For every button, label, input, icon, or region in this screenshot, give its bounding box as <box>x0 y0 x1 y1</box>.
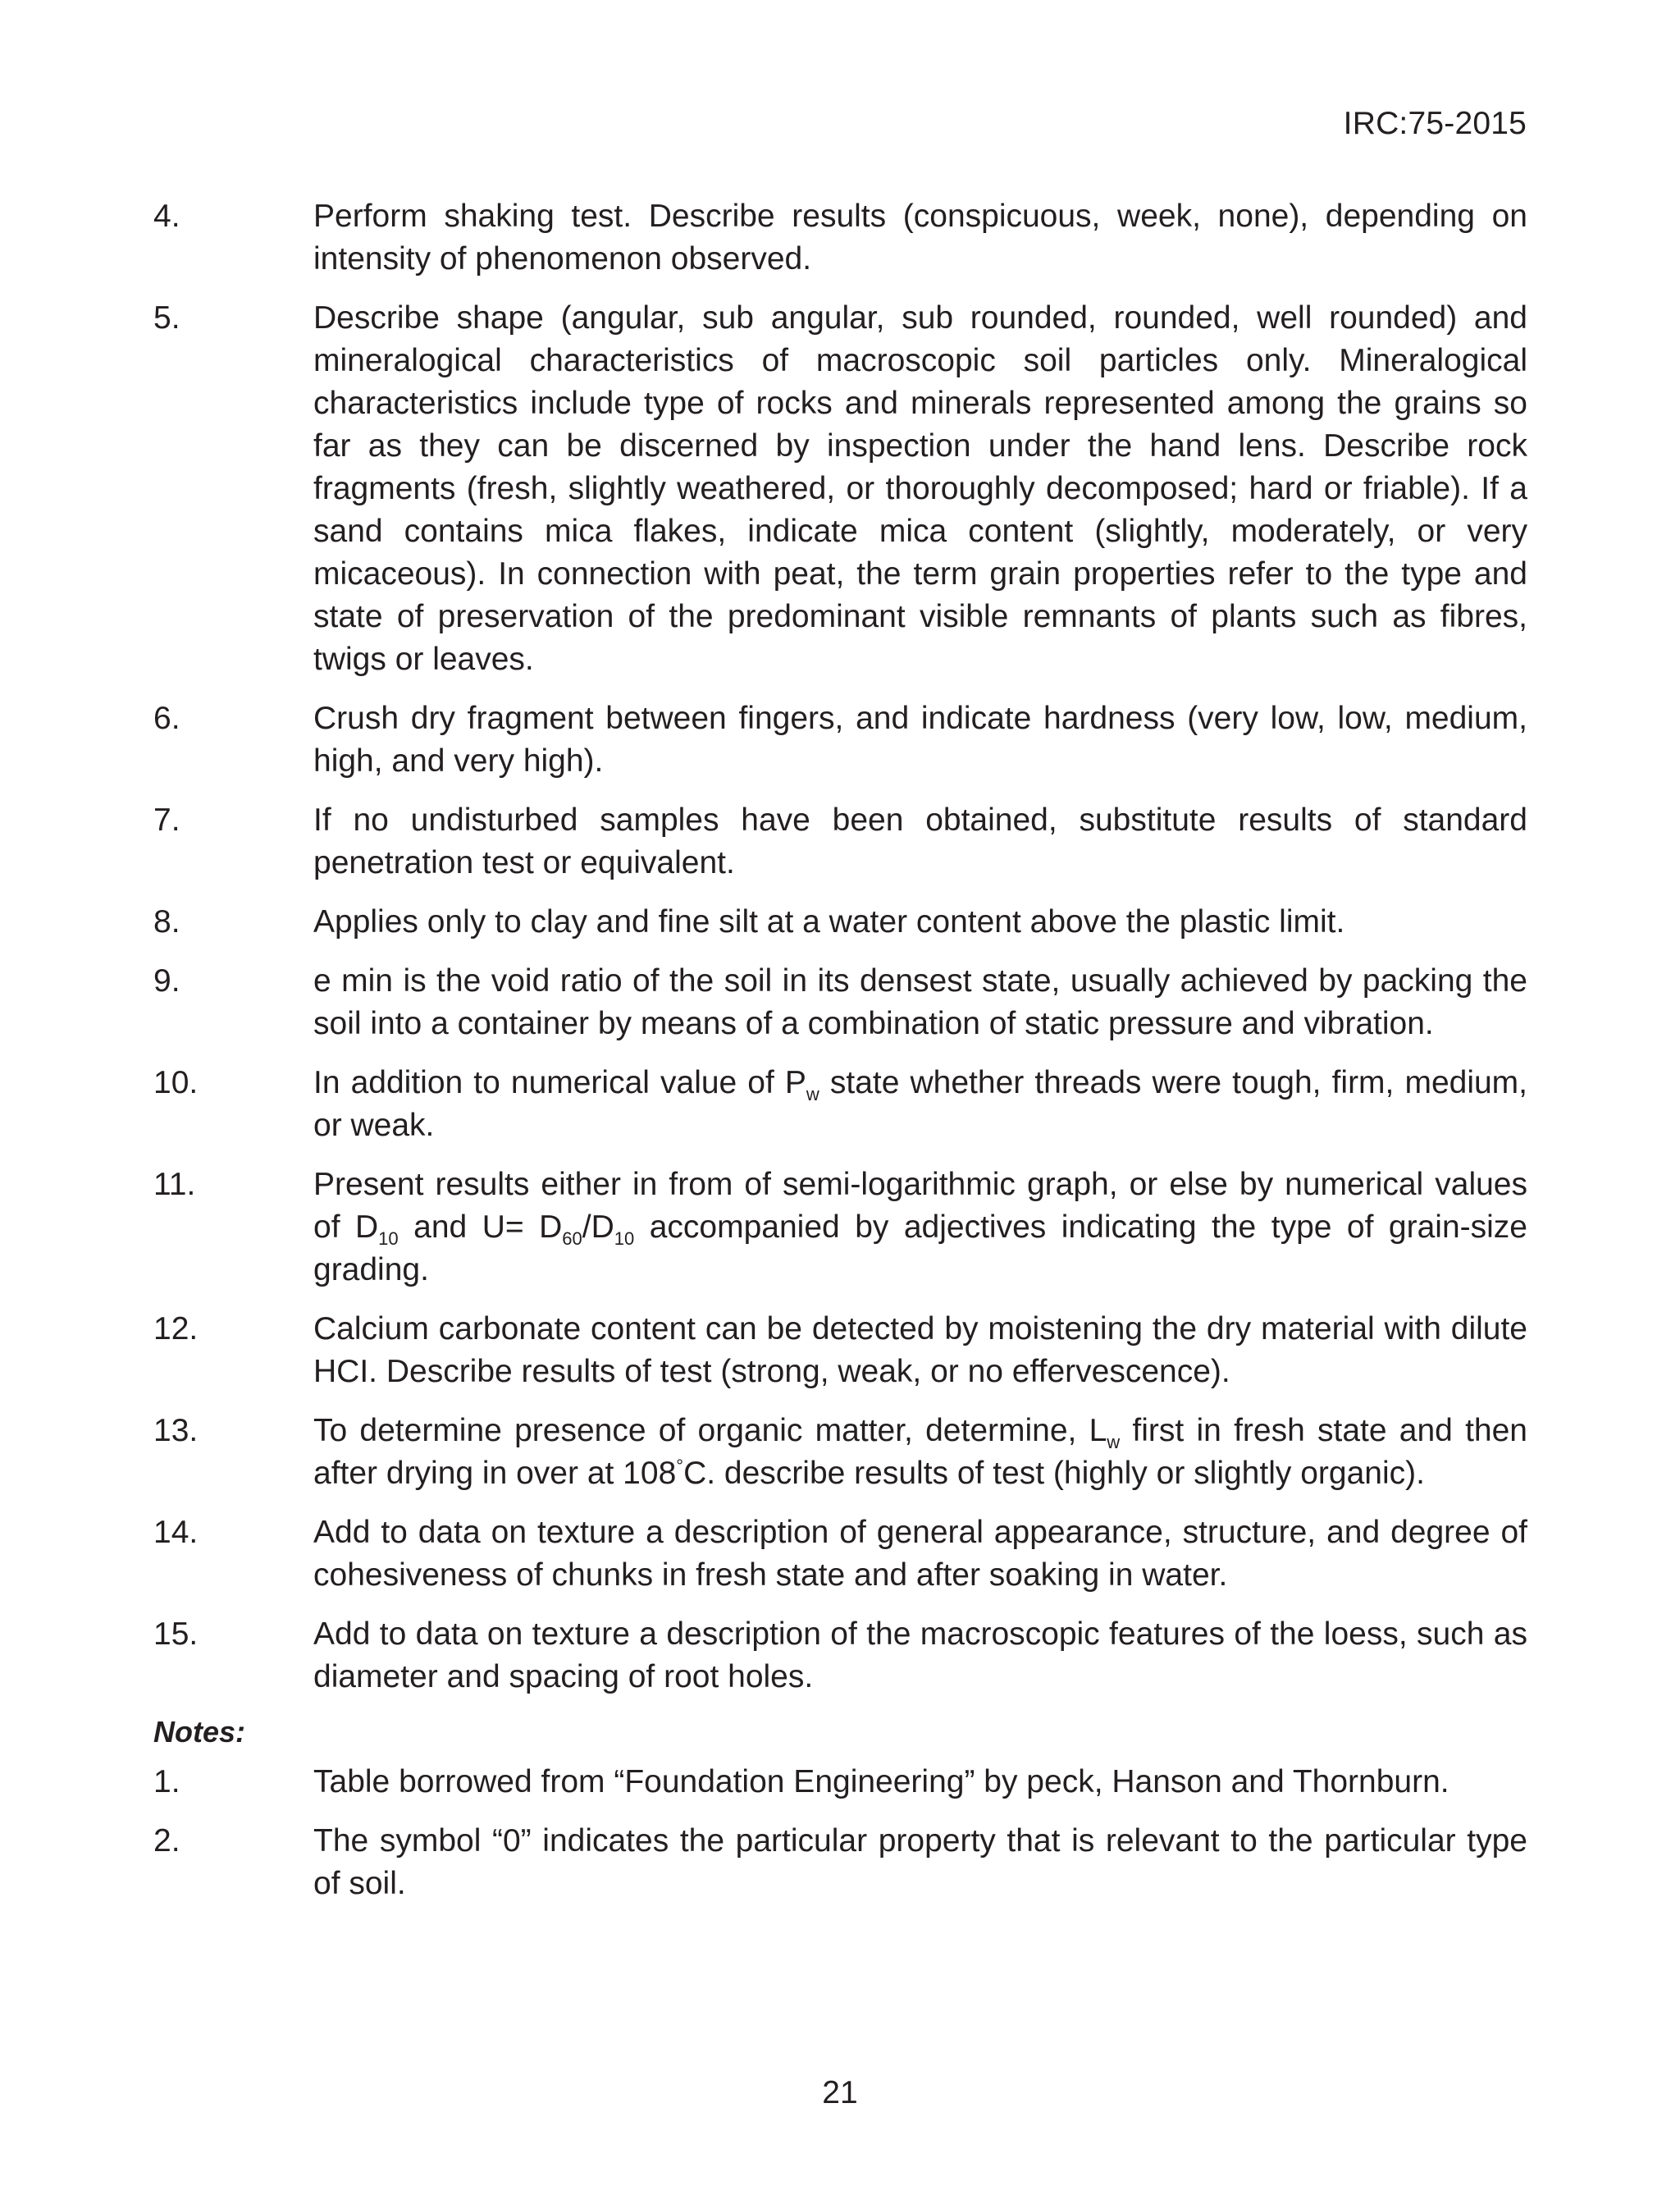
subscript: 10 <box>614 1228 635 1249</box>
text-segment: C. describe results of test (highly or slightly organic). <box>683 1456 1425 1491</box>
footnote-item-10 <box>153 1062 1527 1147</box>
footnote-number: 10. <box>153 1065 199 1100</box>
footnote-number: 6. <box>153 701 180 736</box>
footnote-item-13 <box>153 1410 1527 1495</box>
footnote-item-9 <box>153 960 1527 1045</box>
note-text: The symbol “0” indicates the particular property that is relevant to the particular type of soil. <box>313 1823 1527 1901</box>
footnote-number: 13. <box>153 1413 199 1448</box>
footnote-item-12 <box>153 1308 1527 1393</box>
footnote-number: 9. <box>153 963 180 999</box>
footnote-text: Add to data on texture a description of the macroscopic features of the loess, such as diameter and spacing of root holes. <box>313 1616 1527 1694</box>
footnote-item-14 <box>153 1511 1527 1597</box>
footnote-text: Describe shape (angular, sub angular, sub rounded, rounded, well rounded) and mineralogical characteristics of macroscopic soil particles only. Mineralogical characteristics include type of rocks and minerals represented among the grains so far as they can be discerned by inspection under the hand lens. Describe rock fragments (fresh, slightly weathered, or thoroughly decomposed; hard or friable). If a sand contains mica flakes, indicate mica content (slightly, moderately, or very micaceous). In connection with peat, the term grain properties refer to the type and state of preservation of the predominant visible remnants of plants such as fibres, twigs or leaves. <box>313 300 1527 677</box>
footnote-number: 11. <box>153 1167 196 1202</box>
page-content <box>153 195 1527 1922</box>
text-segment: accompanied by adjectives indicating the type of grain-size grading. <box>313 1209 1527 1287</box>
footnote-text: Add to data on texture a description of general appearance, structure, and degree of cohesiveness of chunks in fresh state and after soaking in water. <box>313 1515 1527 1593</box>
note-number: 1. <box>153 1764 180 1799</box>
subscript: 60 <box>562 1228 582 1249</box>
subscript: 10 <box>378 1228 399 1249</box>
footnote-number: 4. <box>153 199 180 234</box>
text-segment: first in fresh state and then after drying in over at 108 <box>313 1413 1528 1491</box>
document-code-header: IRC:75-2015 <box>1343 106 1527 141</box>
footnote-number: 7. <box>153 802 180 838</box>
page-number: 21 <box>822 2075 858 2110</box>
footnote-number: 12. <box>153 1311 199 1346</box>
text-segment: and U= D <box>398 1209 563 1245</box>
note-number: 2. <box>153 1823 180 1859</box>
superscript: ° <box>676 1456 684 1476</box>
footnote-text: Perform shaking test. Describe results (conspicuous, week, none), depending on intensity of phenomenon observed. <box>313 199 1527 277</box>
subscript: w <box>806 1084 819 1104</box>
footnote-text <box>313 1062 1527 1147</box>
text-segment: state whether threads were tough, firm, medium, or weak. <box>313 1065 1527 1143</box>
footnote-item-5 <box>153 297 1527 681</box>
notes-heading: Notes: <box>153 1715 246 1749</box>
footnote-text: Crush dry fragment between fingers, and indicate hardness (very low, low, medium, high, and very high). <box>313 701 1527 779</box>
note-item-1 <box>153 1761 1527 1804</box>
footnote-text: Applies only to clay and fine silt at a water content above the plastic limit. <box>313 904 1345 940</box>
footnote-item-6 <box>153 697 1527 783</box>
footnote-item-15 <box>153 1613 1527 1699</box>
footnote-item-7 <box>153 799 1527 885</box>
text-segment: To determine presence of organic matter, determine, L <box>313 1413 1107 1448</box>
footnote-text <box>313 1410 1527 1495</box>
subscript: w <box>1107 1432 1121 1452</box>
note-item-2 <box>153 1820 1527 1905</box>
footnote-item-11 <box>153 1164 1527 1292</box>
footnote-text <box>313 1164 1527 1292</box>
footnote-text: Calcium carbonate content can be detected by moistening the dry material with dilute HCI. Describe results of test (strong, weak, or no effervescence). <box>313 1311 1527 1389</box>
footnote-number: 15. <box>153 1616 199 1652</box>
footnote-item-4 <box>153 195 1527 281</box>
footnote-number: 8. <box>153 904 180 940</box>
footnote-number: 14. <box>153 1515 199 1550</box>
text-segment: In addition to numerical value of P <box>313 1065 806 1100</box>
text-segment: Present results either in from of semi-logarithmic graph, or else by numerical values of D <box>313 1167 1527 1245</box>
footnote-text: If no undisturbed samples have been obtained, substitute results of standard penetration test or equivalent. <box>313 802 1527 880</box>
footnote-item-8 <box>153 901 1527 944</box>
footnote-number: 5. <box>153 300 180 336</box>
text-segment: /D <box>582 1209 614 1245</box>
note-text: Table borrowed from “Foundation Engineering” by peck, Hanson and Thornburn. <box>313 1764 1449 1799</box>
footnote-text: e min is the void ratio of the soil in its densest state, usually achieved by packing the soil into a container by means of a combination of static pressure and vibration. <box>313 963 1527 1041</box>
